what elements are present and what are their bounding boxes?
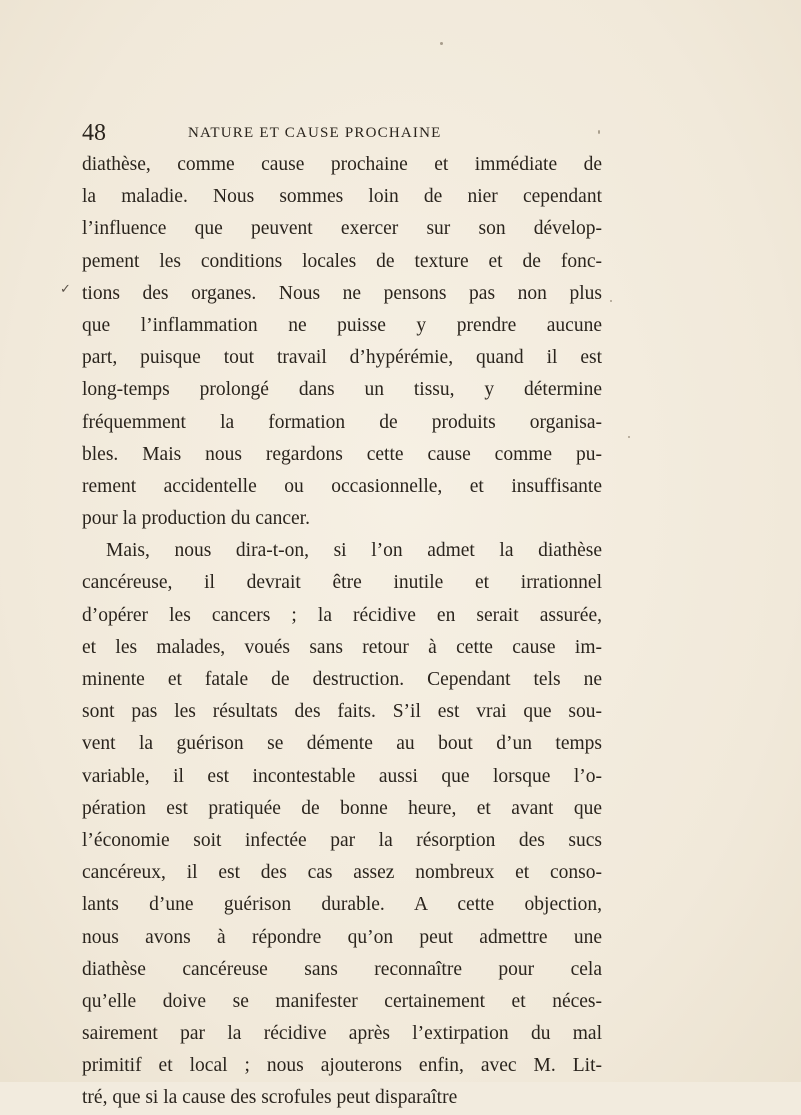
text-line: nous avons à répondre qu’on peut admettre une (82, 926, 602, 948)
text-line: fréquemment la formation de produits organisa- (82, 411, 602, 433)
text-line: cancéreux, il est des cas assez nombreux et conso- (82, 862, 602, 884)
text-line: l’économie soit infectée par la résorption des sucs (82, 829, 602, 851)
text-line: bles. Mais nous regardons cette cause comme pu- (82, 443, 602, 465)
text-line: vent la guérison se démente au bout d’un temps (82, 733, 602, 755)
text-line: la maladie. Nous sommes loin de nier cependant (82, 186, 602, 208)
body-text (82, 149, 602, 1115)
running-title: NATURE ET CAUSE PROCHAINE (188, 125, 442, 141)
text-line: part, puisque tout travail d’hypérémie, quand il est (82, 347, 602, 369)
text-line: l’influence que peuvent exercer sur son dévelop- (82, 218, 602, 240)
text-line: variable, il est incontestable aussi que lorsque l’o- (82, 765, 602, 787)
text-line: tré, que si la cause des scrofules peut disparaître (82, 1087, 458, 1109)
text-line: cancéreuse, il devrait être inutile et irrationnel (82, 572, 602, 594)
text-line: et les malades, voués sans retour à cette cause im- (82, 636, 602, 658)
text-line: rement accidentelle ou occasionnelle, et insuffisante (82, 475, 602, 497)
text-line: sairement par la récidive après l’extirpation du mal (82, 1023, 602, 1045)
paper-speck (440, 42, 443, 45)
text-line: que l’inflammation ne puisse y prendre aucune (82, 314, 602, 336)
page-number: 48 (82, 120, 106, 146)
text-line: lants d’une guérison durable. A cette objection, (82, 894, 602, 916)
text-line: d’opérer les cancers ; la récidive en serait assurée, (82, 604, 602, 626)
text-line: primitif et local ; nous ajouterons enfin, avec M. Lit- (82, 1055, 602, 1077)
paper-speck (610, 300, 612, 302)
text-line: pération est pratiquée de bonne heure, et avant que (82, 797, 602, 819)
paper-speck (598, 130, 600, 134)
text-line: minente et fatale de destruction. Cependant tels ne (82, 669, 602, 690)
text-line: qu’elle doive se manifester certainement et néces- (82, 990, 602, 1012)
page-header (82, 120, 602, 150)
text-line: Mais, nous dira-t-on, si l’on admet la diathèse (106, 540, 602, 562)
text-line: long-temps prolongé dans un tissu, y détermine (82, 379, 602, 401)
paper-speck (628, 436, 630, 438)
margin-check-mark: ✓ (60, 282, 71, 297)
text-line: pour la production du cancer. (82, 508, 310, 530)
text-line: diathèse, comme cause prochaine et immédiate de (82, 154, 602, 175)
text-line: sont pas les résultats des faits. S’il est vrai que sou- (82, 701, 602, 723)
text-line: tions des organes. Nous ne pensons pas non plus (82, 282, 602, 304)
text-line: diathèse cancéreuse sans reconnaître pour cela (82, 958, 602, 980)
text-line: pement les conditions locales de texture et de fonc- (82, 250, 602, 272)
